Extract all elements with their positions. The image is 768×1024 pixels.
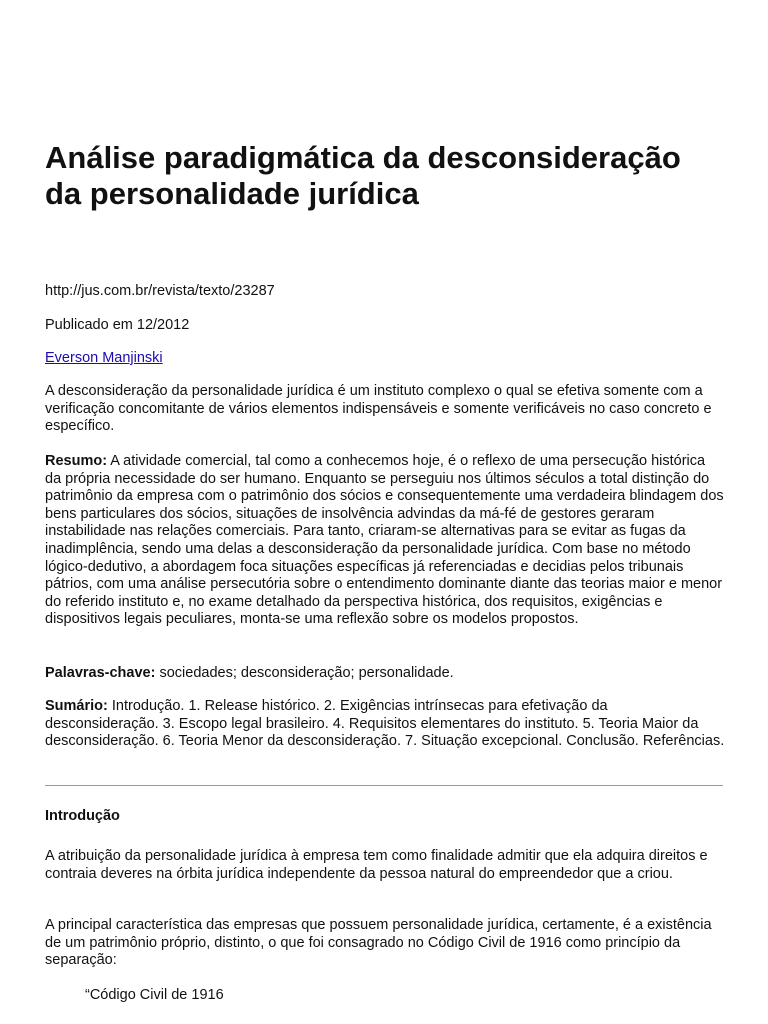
publication-date: Publicado em 12/2012 [45, 317, 190, 333]
summary-label: Sumário: [45, 698, 108, 714]
keywords-label: Palavras-chave: [45, 665, 156, 681]
summary-paragraph [45, 698, 725, 751]
author-line [45, 350, 163, 367]
article-title: Análise paradigmática da desconsideração da personalidade jurídica [45, 140, 681, 211]
author-link[interactable]: Everson Manjinski [45, 350, 163, 366]
keywords-text: sociedades; desconsideração; personalidade. [155, 665, 454, 681]
quote-text: “Código Civil de 1916 [85, 987, 224, 1003]
introducao-paragraph-2: A principal característica das empresas que possuem personalidade jurídica, certamente, é a existência de um patrimônio próprio, distinto, o que foi consagrado no Código Civil de 1916 como princípio da separação: [45, 917, 712, 969]
introducao-paragraph-1: A atribuição da personalidade jurídica à empresa tem como finalidade admitir que ela adquira direitos e contraia deveres na órbita jurídica independente da pessoa natural do empreendedor que a criou. [45, 848, 708, 882]
summary-text: Introdução. 1. Release histórico. 2. Exigências intrínsecas para efetivação da desconsideração. 3. Escopo legal brasileiro. 4. Requisitos elementares do instituto. 5. Teoria Maior da desconsideração. 6. Teoria Menor da desconsideração. 7. Situação excepcional. Conclusão. Referências. [45, 698, 725, 750]
abstract-label: Resumo: [45, 453, 108, 469]
abstract-paragraph [45, 453, 725, 629]
article-url: http://jus.com.br/revista/texto/23287 [45, 283, 275, 299]
abstract-text: A atividade comercial, tal como a conhecemos hoje, é o reflexo de uma persecução histórica da própria necessidade do ser humano. Enquanto se perseguiu nos últimos séculos a total distinção do patrimônio da empresa com o patrimônio dos sócios e consequentemente uma verdadeira blindagem dos bens particulares dos sócios, situações de insolvência advindas da má-fé de gestores geraram instabilidade nas relações comerciais. Para tanto, criaram-se alternativas para se evitar as fugas da inadimplência, sendo uma delas a desconsideração da personalidade jurídica. Com base no método lógico-dedutivo, a abordagem foca situações específicas já referenciadas e decidias pelos tribunais pátrios, com uma análise persecutória sobre o entendimento dominante diante das teorias maior e menor do referido instituto e, no exame detalhado da perspectiva histórica, dos requisitos, exigências e dispositivos legais peculiares, monta-se uma reflexão sobre os modelos propostos. [45, 453, 724, 628]
intro-paragraph: A desconsideração da personalidade jurídica é um instituto complexo o qual se efetiva somente com a verificação concomitante de vários elementos indispensáveis e somente verificáveis no caso concreto e específico. [45, 383, 712, 435]
section-divider [45, 785, 723, 786]
keywords-paragraph [45, 665, 725, 683]
section-heading-introducao: Introdução [45, 808, 120, 824]
